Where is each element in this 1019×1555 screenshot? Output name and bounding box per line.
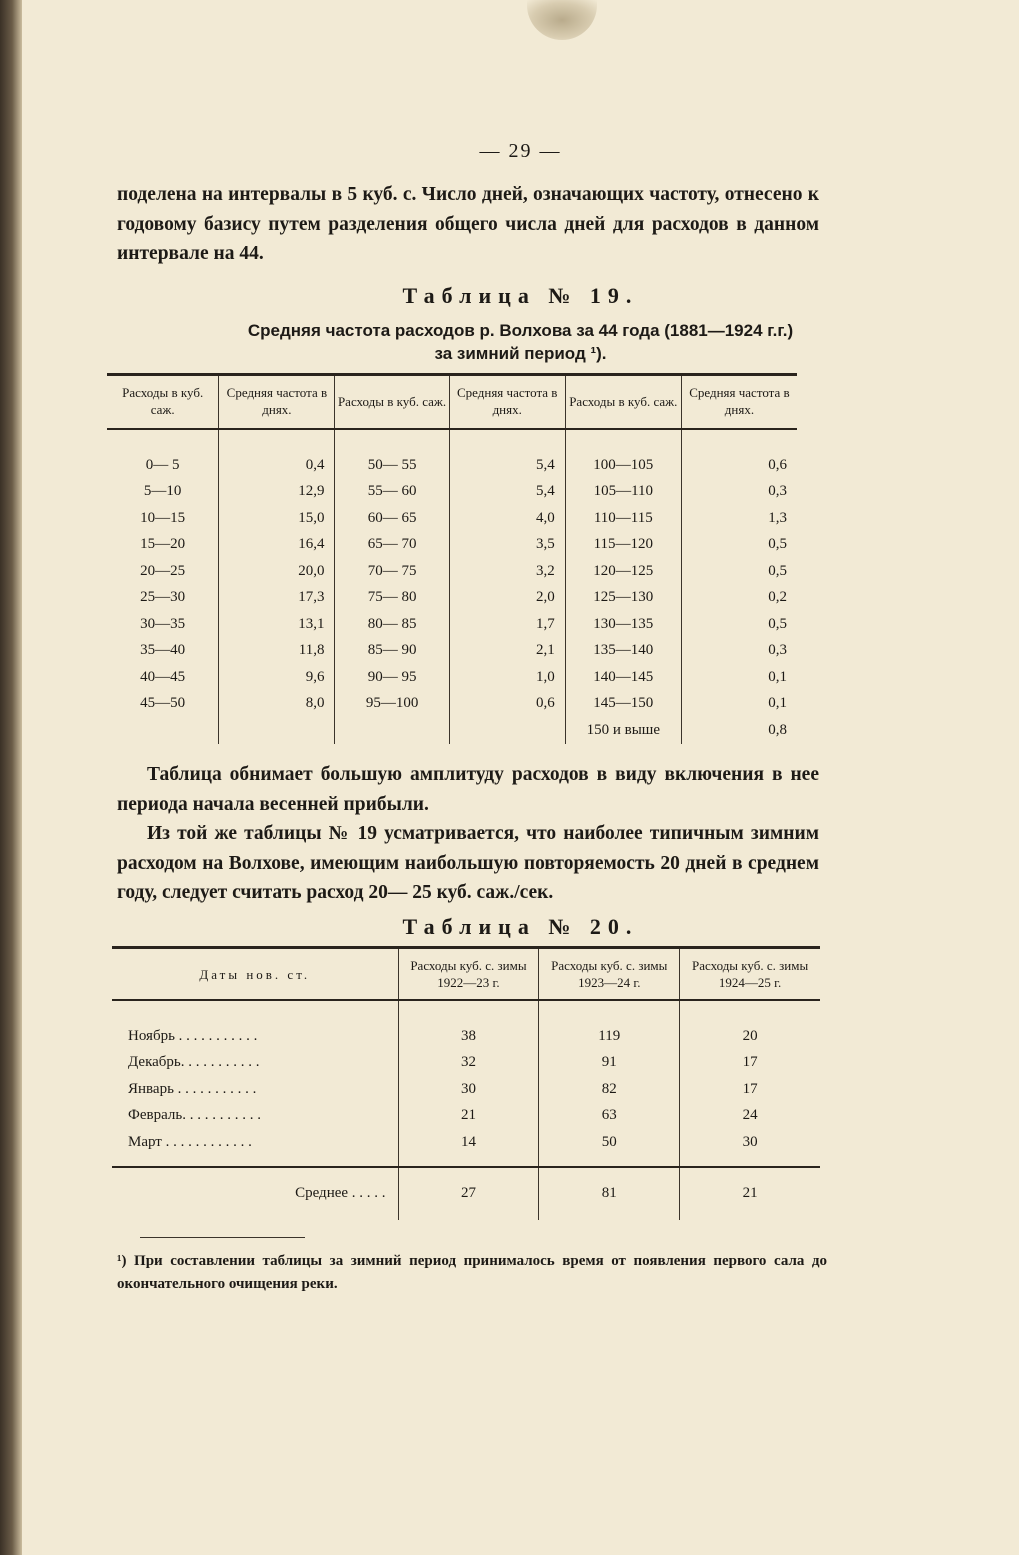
table19-header: Средняя частота в днях.	[449, 375, 565, 430]
table19-body	[107, 429, 797, 744]
table20-header: Даты нов. ст.	[112, 948, 398, 1001]
table20-value-cell: 14	[398, 1129, 539, 1156]
table20-title: Таблица № 20.	[402, 914, 639, 939]
table-row	[107, 452, 797, 479]
table-row	[107, 532, 797, 559]
table-row	[107, 558, 797, 585]
table19-frequency-cell: 0,6	[681, 452, 797, 479]
table19-frequency-cell: 0,5	[681, 532, 797, 559]
table-row	[112, 1076, 820, 1103]
table19-range-cell: 75— 80	[335, 585, 449, 612]
table19-range-cell: 85— 90	[335, 638, 449, 665]
table19-range-cell: 5—10	[143, 483, 182, 500]
table20-month-cell: Декабрь. . . . . . . . . . .	[128, 1054, 260, 1071]
table-row	[107, 691, 797, 718]
table19-header: Средняя частота в днях.	[219, 375, 335, 430]
table-row	[107, 585, 797, 612]
table20-value-cell: 50	[539, 1129, 680, 1156]
table20-gap-cell	[112, 1156, 398, 1167]
table-row	[112, 1023, 820, 1050]
table19-header: Средняя частота в днях.	[681, 375, 797, 430]
table19-spacer-cell	[449, 429, 565, 452]
table19-frequency-cell: 20,0	[219, 558, 335, 585]
footnote: ¹) При составлении таблицы за зимний период принималось время от появления первого сала до окончательного очищения реки.	[117, 1253, 827, 1292]
table19-range-cell: 95—100	[335, 691, 449, 718]
middle-paragraph-2	[117, 819, 819, 908]
table19-frequency-cell: 2,0	[449, 585, 565, 612]
table20-average-value: 81	[539, 1168, 680, 1220]
table19-range-cell: 105—110	[565, 479, 681, 506]
table19-frequency-cell: 1,3	[681, 505, 797, 532]
table20-gap-row	[112, 1156, 820, 1167]
table20-gap-cell	[680, 1156, 820, 1167]
table19-frequency-cell: 16,4	[219, 532, 335, 559]
table20-average-label: Среднее . . . . .	[295, 1185, 386, 1201]
table19-range-cell: 35—40	[140, 642, 186, 659]
table19-frequency-cell: 3,2	[449, 558, 565, 585]
table19-frequency-cell: 0,2	[681, 585, 797, 612]
table-row	[107, 717, 797, 744]
table20-spacer-cell	[539, 1000, 680, 1023]
table19-range-cell: 110—115	[565, 505, 681, 532]
table19-range-cell: 65— 70	[335, 532, 449, 559]
table19-frequency-cell: 0,3	[681, 479, 797, 506]
table19-range-cell: 50— 55	[335, 452, 449, 479]
table20-header: Расходы куб. с. зимы 1924—25 г.	[680, 948, 820, 1001]
table20-gap-cell	[398, 1156, 539, 1167]
table19-frequency-cell: 5,4	[449, 479, 565, 506]
table19-subtitle-line1: Средняя частота расходов р. Волхова за 44 года (1881—1924 г.г.)	[247, 321, 794, 340]
table-row	[107, 479, 797, 506]
table20-average-value: 21	[680, 1168, 820, 1220]
table20	[112, 946, 820, 1220]
table19-range-cell: 130—135	[565, 611, 681, 638]
table19-spacer-cell	[219, 429, 335, 452]
table19-range-cell: 145—150	[565, 691, 681, 718]
table-row	[112, 1050, 820, 1077]
table20-month-cell: Февраль. . . . . . . . . . .	[128, 1107, 261, 1124]
intro-paragraph	[117, 180, 819, 269]
table19-range-cell: 80— 85	[335, 611, 449, 638]
table19-subtitle-line2: за зимний период ¹).	[434, 344, 607, 363]
table20-value-cell: 91	[539, 1050, 680, 1077]
table19-range-cell: 115—120	[565, 532, 681, 559]
book-spine-edge	[0, 0, 22, 1555]
table19-range-cell	[107, 717, 219, 744]
table20-average-row	[112, 1168, 820, 1220]
table19-frequency-cell: 0,5	[681, 558, 797, 585]
table19-range-cell: 120—125	[565, 558, 681, 585]
table19-spacer-cell	[335, 429, 449, 452]
table20-value-cell: 82	[539, 1076, 680, 1103]
table19-frequency-cell: 15,0	[219, 505, 335, 532]
table20-month-cell: Март . . . . . . . . . . . .	[128, 1133, 252, 1150]
table19-range-cell: 30—35	[140, 615, 186, 632]
table20-value-cell: 63	[539, 1103, 680, 1130]
table19-frequency-cell: 8,0	[219, 691, 335, 718]
table19-frequency-cell: 3,5	[449, 532, 565, 559]
table19-frequency-cell: 0,6	[449, 691, 565, 718]
table20-average-value: 27	[398, 1168, 539, 1220]
table20-value-cell: 30	[398, 1076, 539, 1103]
table19-spacer-row	[107, 429, 797, 452]
page-number: — 29 —	[479, 140, 562, 162]
table19-range-cell: 135—140	[565, 638, 681, 665]
table19-frequency-cell: 0,1	[681, 691, 797, 718]
table19-range-cell: 40—45	[140, 668, 186, 685]
table19-range-cell: 100—105	[565, 452, 681, 479]
book-page	[22, 0, 1019, 1555]
table19-frequency-cell: 0,8	[681, 717, 797, 744]
table20-value-cell: 24	[680, 1103, 820, 1130]
table19-frequency-cell	[219, 717, 335, 744]
table19-frequency-cell: 17,3	[219, 585, 335, 612]
table19-header: Расходы в куб. саж.	[107, 375, 219, 430]
table19-spacer-cell	[565, 429, 681, 452]
table19-range-cell: 70— 75	[335, 558, 449, 585]
table19-range-cell: 10—15	[140, 509, 186, 526]
table-row	[107, 505, 797, 532]
table19-range-cell: 25—30	[140, 589, 186, 606]
table19-spacer-cell	[107, 429, 219, 452]
table19-title: Таблица № 19.	[402, 283, 639, 308]
table20-gap-cell	[539, 1156, 680, 1167]
table20-value-cell: 21	[398, 1103, 539, 1130]
table20-value-cell: 20	[680, 1023, 820, 1050]
table19-range-cell: 0— 5	[145, 456, 180, 473]
middle-paragraph-1	[117, 760, 819, 819]
table19-range-cell: 55— 60	[335, 479, 449, 506]
table19-range-cell: 90— 95	[335, 664, 449, 691]
table20-spacer-cell	[398, 1000, 539, 1023]
table20-value-cell: 38	[398, 1023, 539, 1050]
table19-frequency-cell: 11,8	[219, 638, 335, 665]
table19-range-cell: 150 и выше	[565, 717, 681, 744]
footnote-divider	[140, 1237, 305, 1238]
table20-value-cell: 119	[539, 1023, 680, 1050]
table19-header: Расходы в куб. саж.	[335, 375, 449, 430]
table19-frequency-cell: 4,0	[449, 505, 565, 532]
table19	[107, 373, 797, 744]
table20-header: Расходы куб. с. зимы 1922—23 г.	[398, 948, 539, 1001]
table19-frequency-cell: 0,4	[219, 452, 335, 479]
intro-text: поделена на интервалы в 5 куб. с. Число дней, означающих частоту, отнесено к годовому базису путем разделения общего числа дней для расходов в данном интервале на 44.	[117, 184, 819, 264]
table20-body	[112, 1000, 820, 1220]
table20-value-cell: 32	[398, 1050, 539, 1077]
table19-frequency-cell: 0,3	[681, 638, 797, 665]
table20-header: Расходы куб. с. зимы 1923—24 г.	[539, 948, 680, 1001]
table20-header-row	[112, 948, 820, 1001]
table19-header: Расходы в куб. саж.	[565, 375, 681, 430]
table19-spacer-cell	[681, 429, 797, 452]
table19-frequency-cell: 13,1	[219, 611, 335, 638]
table19-frequency-cell: 0,5	[681, 611, 797, 638]
middle-text-2: Из той же таблицы № 19 усматривается, что наиболее типичным зимним расходом на Волхове, имеющим наибольшую повторяемость 20 дней в среднем году, следует считать расход 20— 25 куб. саж./сек.	[117, 823, 819, 903]
table19-range-cell	[335, 717, 449, 744]
table19-range-cell: 15—20	[140, 536, 186, 553]
table20-month-cell: Январь . . . . . . . . . . .	[128, 1080, 257, 1097]
table20-value-cell: 17	[680, 1076, 820, 1103]
table19-frequency-cell: 1,7	[449, 611, 565, 638]
table20-month-cell: Ноябрь . . . . . . . . . . .	[128, 1027, 258, 1044]
paper-stain	[527, 0, 597, 40]
table19-range-cell: 140—145	[565, 664, 681, 691]
table19-range-cell: 60— 65	[335, 505, 449, 532]
middle-text-1: Таблица обнимает большую амплитуду расходов в виду включения в нее периода начала весенней прибыли.	[117, 764, 819, 815]
table19-range-cell: 125—130	[565, 585, 681, 612]
table-row	[107, 664, 797, 691]
table19-frequency-cell: 0,1	[681, 664, 797, 691]
table20-spacer-row	[112, 1000, 820, 1023]
table19-header-row	[107, 375, 797, 430]
table19-frequency-cell: 12,9	[219, 479, 335, 506]
table19-frequency-cell: 1,0	[449, 664, 565, 691]
table19-frequency-cell: 5,4	[449, 452, 565, 479]
table20-spacer-cell	[112, 1000, 398, 1023]
table19-frequency-cell: 9,6	[219, 664, 335, 691]
table-row	[107, 611, 797, 638]
table-row	[107, 638, 797, 665]
table20-value-cell: 17	[680, 1050, 820, 1077]
table19-range-cell: 45—50	[140, 695, 186, 712]
table-row	[112, 1103, 820, 1130]
table19-frequency-cell: 2,1	[449, 638, 565, 665]
table19-frequency-cell	[449, 717, 565, 744]
table20-spacer-cell	[680, 1000, 820, 1023]
table-row	[112, 1129, 820, 1156]
table19-range-cell: 20—25	[140, 562, 186, 579]
table20-value-cell: 30	[680, 1129, 820, 1156]
